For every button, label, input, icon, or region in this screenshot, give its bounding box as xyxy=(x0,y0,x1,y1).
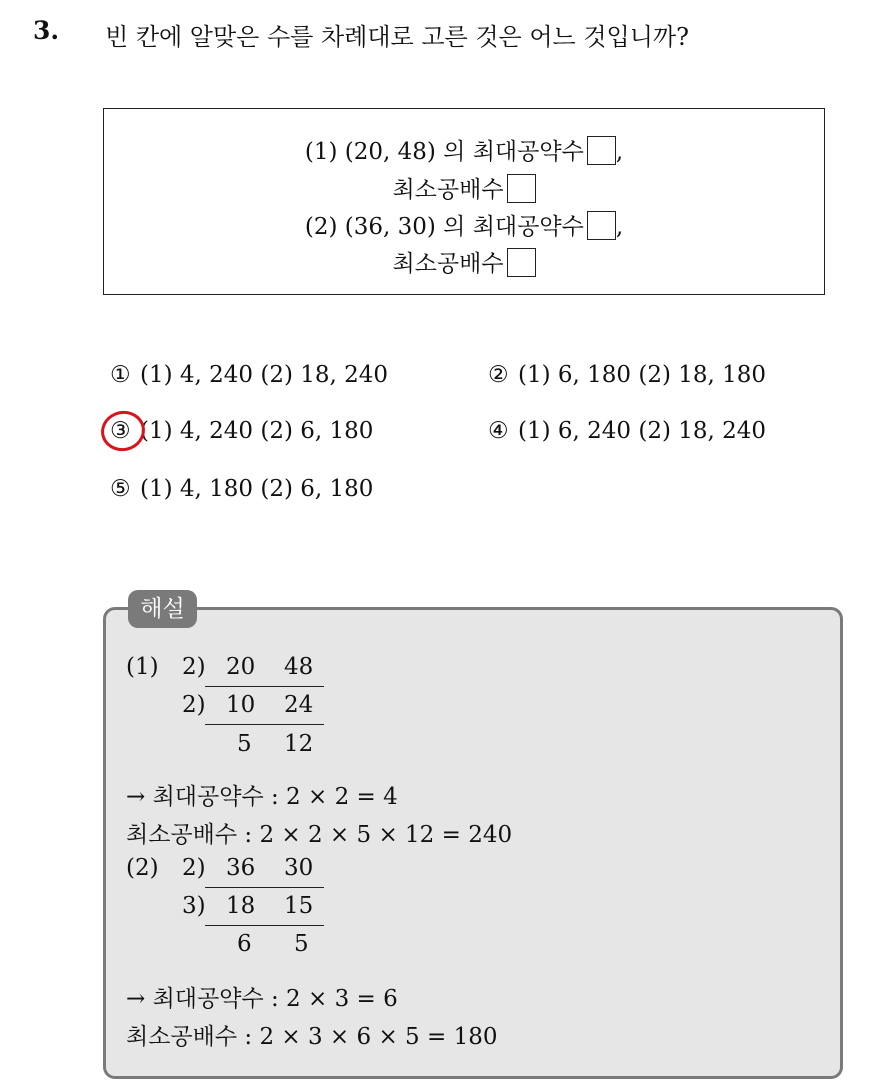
choice-5[interactable] xyxy=(110,476,373,502)
part2-row2-b: 15 xyxy=(284,893,314,919)
question-number: 3. xyxy=(33,16,60,45)
part2-row1-a: 36 xyxy=(226,855,256,881)
condition-line-1: (1) (20, 48) 의 최대공약수 , xyxy=(104,133,824,166)
choice-marker: ⑤ xyxy=(110,476,131,502)
choice-text: (1) 4, 240 (2) 6, 180 xyxy=(140,418,374,444)
answer-blank xyxy=(507,248,536,277)
part2-label: (2) xyxy=(126,855,159,881)
condition-text: (2) (36, 30) 의 최대공약수 xyxy=(304,214,584,240)
condition-line-4 xyxy=(104,245,824,278)
part2-lcm-line: 최소공배수 : 2 × 3 × 6 × 5 = 180 xyxy=(126,1024,498,1050)
condition-text: 최소공배수 xyxy=(392,177,504,203)
answer-blank xyxy=(507,174,536,203)
part1-divisor-1: 2) xyxy=(182,654,206,680)
part2-divisor-2: 3) xyxy=(182,893,206,919)
choice-text: (1) 6, 240 (2) 18, 240 xyxy=(518,418,767,444)
part2-row2-a: 18 xyxy=(226,893,256,919)
choice-4[interactable] xyxy=(488,418,766,444)
choice-2[interactable] xyxy=(488,362,766,388)
condition-text: 최소공배수 xyxy=(392,251,504,277)
part1-row2-b: 24 xyxy=(284,692,314,718)
part1-gcd-line: → 최대공약수 : 2 × 2 = 4 xyxy=(126,784,398,810)
part1-row1-a: 20 xyxy=(226,654,256,680)
division-line xyxy=(205,887,324,888)
answer-blank xyxy=(587,211,616,240)
condition-line-3: (2) (36, 30) 의 최대공약수 , xyxy=(104,208,824,241)
part1-row2-a: 10 xyxy=(226,692,256,718)
answer-blank xyxy=(587,136,616,165)
part2-row1-b: 30 xyxy=(284,855,314,881)
choice-3[interactable] xyxy=(110,418,373,444)
choice-text: (1) 6, 180 (2) 18, 180 xyxy=(518,362,767,388)
condition-text: (1) (20, 48) 의 최대공약수 xyxy=(304,139,584,165)
part2-gcd-line: → 최대공약수 : 2 × 3 = 6 xyxy=(126,986,398,1012)
part2-row3-b: 5 xyxy=(294,931,309,957)
part1-row1-b: 48 xyxy=(284,654,314,680)
division-line xyxy=(205,724,324,725)
choice-marker: ③ xyxy=(110,418,131,444)
condition-box xyxy=(103,108,825,295)
part1-label: (1) xyxy=(126,654,159,680)
division-line xyxy=(205,925,324,926)
choice-marker: ② xyxy=(488,362,509,388)
choice-text: (1) 4, 180 (2) 6, 180 xyxy=(140,476,374,502)
division-line xyxy=(205,686,324,687)
part1-lcm-line: 최소공배수 : 2 × 2 × 5 × 12 = 240 xyxy=(126,822,513,848)
choice-text: (1) 4, 240 (2) 18, 240 xyxy=(140,362,389,388)
choice-1[interactable] xyxy=(110,362,388,388)
solution-tab: 해설 xyxy=(128,590,197,628)
part2-row3-a: 6 xyxy=(237,931,252,957)
question-text: 빈 칸에 알맞은 수를 차례대로 고른 것은 어느 것입니까? xyxy=(105,23,689,51)
choice-marker: ① xyxy=(110,362,131,388)
part1-divisor-2: 2) xyxy=(182,692,206,718)
condition-line-2 xyxy=(104,171,824,204)
answer-circle-mark xyxy=(97,407,148,455)
part2-divisor-1: 2) xyxy=(182,855,206,881)
part1-row3-a: 5 xyxy=(237,731,252,757)
choice-marker: ④ xyxy=(488,418,509,444)
part1-row3-b: 12 xyxy=(284,731,314,757)
